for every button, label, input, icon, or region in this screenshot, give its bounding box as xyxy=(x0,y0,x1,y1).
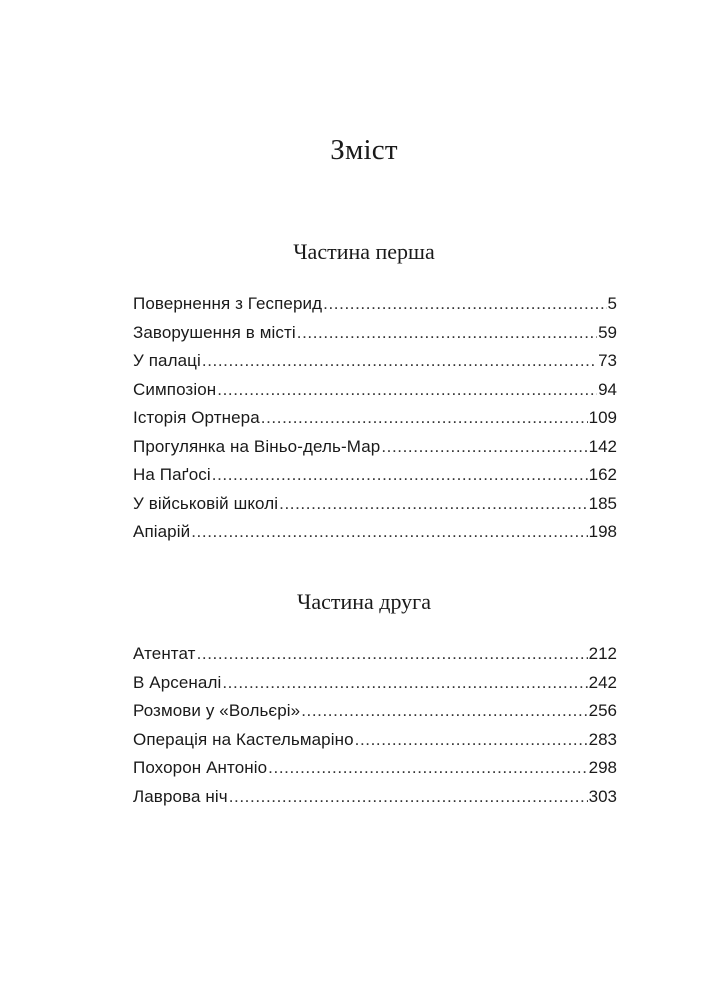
toc-list xyxy=(133,290,617,547)
dot-leader xyxy=(355,726,588,755)
dot-leader xyxy=(217,376,597,405)
toc-entry-title: Історія Ортнера xyxy=(133,408,260,427)
toc-entry-page: 283 xyxy=(588,729,617,749)
toc-entry-page: 242 xyxy=(588,672,617,692)
part-heading: Частина друга xyxy=(297,589,431,614)
toc-entry xyxy=(133,433,617,462)
toc-entry xyxy=(133,640,617,669)
toc-entry-title: Апіарій xyxy=(133,522,191,541)
toc-entry xyxy=(133,347,617,376)
toc-entry-title: Симпозіон xyxy=(133,379,217,399)
toc-entry-page: 109 xyxy=(588,408,617,427)
dot-leader xyxy=(229,783,588,812)
toc-entry-page: 256 xyxy=(588,701,617,720)
dot-leader xyxy=(261,404,588,433)
dot-leader xyxy=(301,697,587,726)
toc-entry-title: Заворушення в місті xyxy=(133,322,296,342)
dot-leader xyxy=(212,461,588,490)
page-title: Зміст xyxy=(330,134,398,166)
dot-leader xyxy=(197,640,588,669)
dot-leader xyxy=(202,347,597,376)
toc-entry xyxy=(133,490,617,519)
toc-entry xyxy=(133,669,617,698)
toc-entry-page: 198 xyxy=(588,522,617,541)
toc-entry xyxy=(133,697,617,726)
toc-entry xyxy=(133,461,617,490)
toc-entry-title: Операція на Кастельмаріно xyxy=(133,729,354,749)
toc-entry xyxy=(133,404,617,433)
toc-entry-page: 212 xyxy=(588,644,617,663)
dot-leader xyxy=(279,490,587,519)
dot-leader xyxy=(297,319,597,348)
toc-entry xyxy=(133,783,617,812)
dot-leader xyxy=(268,754,587,783)
toc-entry-page: 5 xyxy=(607,294,617,313)
part-heading: Частина перша xyxy=(293,239,435,264)
toc-entry-page: 303 xyxy=(588,786,617,806)
toc-entry xyxy=(133,726,617,755)
toc-entry-page: 162 xyxy=(588,465,617,484)
toc-entry-page: 142 xyxy=(588,436,617,456)
toc-entry-title: У палаці xyxy=(133,351,201,370)
toc-entry-page: 94 xyxy=(598,379,617,399)
toc-entry-page: 298 xyxy=(588,758,617,777)
dot-leader xyxy=(191,518,587,547)
toc-entry-page: 185 xyxy=(588,493,617,513)
toc-entry-title: У військовій школі xyxy=(133,493,279,513)
toc-entry-title: Атентат xyxy=(133,644,196,663)
toc-entry xyxy=(133,319,617,348)
toc-entry-page: 73 xyxy=(598,351,617,370)
toc-entry-title: Похорон Антоніо xyxy=(133,758,268,777)
toc-entry-title: Прогулянка на Віньо-дель-Мар xyxy=(133,436,381,456)
dot-leader xyxy=(381,433,587,462)
toc-entry-page: 59 xyxy=(598,322,617,342)
toc-entry-title: Лаврова ніч xyxy=(133,786,228,806)
toc-entry-title: На Паґосі xyxy=(133,465,211,484)
toc-entry-title: Повернення з Гесперид xyxy=(133,294,323,313)
toc-list xyxy=(133,640,617,811)
toc-entry xyxy=(133,518,617,547)
toc-entry-title: Розмови у «Вольєрі» xyxy=(133,701,301,720)
dot-leader xyxy=(323,290,606,319)
toc-entry xyxy=(133,290,617,319)
toc-entry xyxy=(133,754,617,783)
dot-leader xyxy=(222,669,587,698)
toc-entry-title: В Арсеналі xyxy=(133,672,222,692)
toc-entry xyxy=(133,376,617,405)
